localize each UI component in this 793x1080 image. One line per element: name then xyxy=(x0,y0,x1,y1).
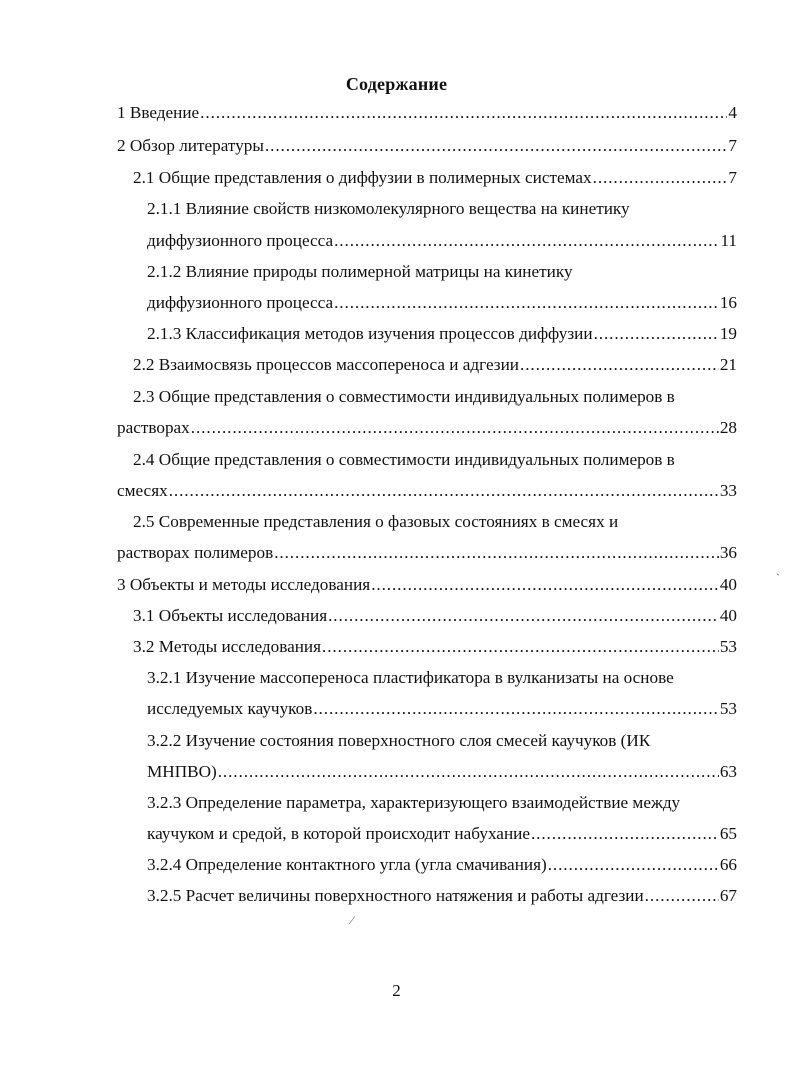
toc-entry-text: МНПВО) xyxy=(147,762,217,781)
leader-dots xyxy=(548,853,719,877)
toc-entry-page: 63 xyxy=(719,762,737,781)
toc-entry-2-1-2-first-line xyxy=(147,260,737,284)
leader-dots xyxy=(169,479,719,503)
scan-mark: ⁄ xyxy=(351,913,354,927)
toc-entry-2-4-first-line xyxy=(133,448,737,472)
leader-dots xyxy=(520,353,719,377)
toc-entry-text: 2.1 Общие представления о диффузии в полимерных системах xyxy=(133,168,592,187)
toc-entry-2-5[interactable] xyxy=(117,541,737,565)
toc-entry-3-2-1-first-line xyxy=(147,666,737,690)
toc-entry-text: растворах xyxy=(117,418,190,437)
toc-entry-2-1-1[interactable] xyxy=(147,229,737,253)
toc-entry-3-2-4[interactable] xyxy=(147,853,737,877)
toc-entry-text: 3.2 Методы исследования xyxy=(133,637,322,656)
toc-entry-page: 4 xyxy=(728,103,737,122)
toc-entry-text: 3.2.4 Определение контактного угла (угла смачивания) xyxy=(147,855,547,874)
toc-entry-2-1-2[interactable] xyxy=(147,291,737,315)
leader-dots xyxy=(334,291,719,315)
toc-entry-text: 2 Обзор литературы xyxy=(117,136,264,155)
leader-dots xyxy=(274,541,719,565)
toc-entry-3[interactable] xyxy=(117,573,737,597)
toc-entry-text: исследуемых каучуков xyxy=(147,699,313,718)
page-number: 2 xyxy=(392,981,401,1000)
toc-entry-1[interactable] xyxy=(117,101,737,125)
toc-entry-3-2[interactable] xyxy=(133,635,737,659)
leader-dots xyxy=(334,229,719,253)
toc-entry-2-1[interactable] xyxy=(133,166,737,190)
toc-entry-text: 2.3 Общие представления о совместимости индивидуальных полимеров в xyxy=(133,387,675,406)
toc-entry-page: 7 xyxy=(728,168,737,187)
leader-dots xyxy=(322,635,719,659)
toc-entry-page: 33 xyxy=(719,481,737,500)
toc-entry-text: 3 Объекты и методы исследования xyxy=(117,575,371,594)
toc-entry-3-2-3[interactable] xyxy=(147,822,737,846)
leader-dots xyxy=(218,760,719,784)
toc-entry-page: 19 xyxy=(719,324,737,343)
toc-entry-text: 3.2.1 Изучение массопереноса пластификатора в вулканизаты на основе xyxy=(147,668,674,687)
toc-entry-2-3[interactable] xyxy=(117,416,737,440)
toc-entry-text: 3.2.5 Расчет величины поверхностного натяжения и работы адгезии xyxy=(147,886,644,905)
toc-entry-3-2-1[interactable] xyxy=(147,697,737,721)
toc-entry-page: 16 xyxy=(719,293,737,312)
leader-dots xyxy=(200,101,727,125)
page-title: Содержание xyxy=(345,74,448,94)
toc-entry-2[interactable] xyxy=(117,134,737,158)
toc-entry-page: 65 xyxy=(719,824,737,843)
leader-dots xyxy=(531,822,719,846)
toc-entry-text: каучуком и средой, в которой происходит набухание xyxy=(147,824,530,843)
toc-entry-text: 3.2.3 Определение параметра, характеризующего взаимодействие между xyxy=(147,793,681,812)
toc-entry-3-2-2[interactable] xyxy=(147,760,737,784)
toc-entry-page: 53 xyxy=(719,637,737,656)
leader-dots xyxy=(191,416,719,440)
toc-entry-page: 40 xyxy=(719,575,737,594)
leader-dots xyxy=(371,573,719,597)
toc-entry-3-2-5[interactable] xyxy=(147,884,737,908)
leader-dots xyxy=(645,884,719,908)
toc-entry-text: 2.1.3 Классификация методов изучения процессов диффузии xyxy=(147,324,593,343)
toc-entry-page: 11 xyxy=(720,231,737,250)
toc-entry-text: 1 Введение xyxy=(117,103,200,122)
toc-entry-page: 21 xyxy=(719,355,737,374)
leader-dots xyxy=(594,322,719,346)
toc-entry-page: 53 xyxy=(719,699,737,718)
toc-entry-text: 2.5 Современные представления о фазовых состояниях в смесях и xyxy=(133,512,619,531)
leader-dots xyxy=(328,604,719,628)
toc-entry-text: 2.1.1 Влияние свойств низкомолекулярного вещества на кинетику xyxy=(147,199,630,218)
leader-dots xyxy=(593,166,728,190)
toc-entry-page: 40 xyxy=(719,606,737,625)
toc-entry-page: 36 xyxy=(719,543,737,562)
toc-entry-text: 2.4 Общие представления о совместимости индивидуальных полимеров в xyxy=(133,450,675,469)
toc-entry-page: 7 xyxy=(728,136,737,155)
toc-entry-2-1-1-first-line xyxy=(147,197,737,221)
toc-entry-text: смесях xyxy=(117,481,168,500)
toc-entry-text: растворах полимеров xyxy=(117,543,274,562)
toc-entry-3-1[interactable] xyxy=(133,604,737,628)
toc-entry-page: 67 xyxy=(719,886,737,905)
toc-entry-2-4[interactable] xyxy=(117,479,737,503)
leader-dots xyxy=(265,134,727,158)
toc-entry-3-2-3-first-line xyxy=(147,791,737,815)
toc-entry-text: 2.2 Взаимосвязь процессов массопереноса и адгезии xyxy=(133,355,519,374)
leader-dots xyxy=(313,697,718,721)
toc-entry-2-3-first-line xyxy=(133,385,737,409)
toc-entry-3-2-2-first-line xyxy=(147,729,737,753)
toc-entry-page: 28 xyxy=(719,418,737,437)
toc-entry-page: 66 xyxy=(719,855,737,874)
toc-entry-text: диффузионного процесса xyxy=(147,293,334,312)
scan-mark: ˋ xyxy=(776,571,780,585)
toc-entry-text: 2.1.2 Влияние природы полимерной матрицы на кинетику xyxy=(147,262,573,281)
toc-entry-2-5-first-line xyxy=(133,510,737,534)
toc-entry-text: диффузионного процесса xyxy=(147,231,334,250)
toc-entry-text: 3.1 Объекты исследования xyxy=(133,606,328,625)
toc-entry-text: 3.2.2 Изучение состояния поверхностного слоя смесей каучуков (ИК xyxy=(147,731,651,750)
toc-entry-2-1-3[interactable] xyxy=(147,322,737,346)
toc-entry-2-2[interactable] xyxy=(133,353,737,377)
